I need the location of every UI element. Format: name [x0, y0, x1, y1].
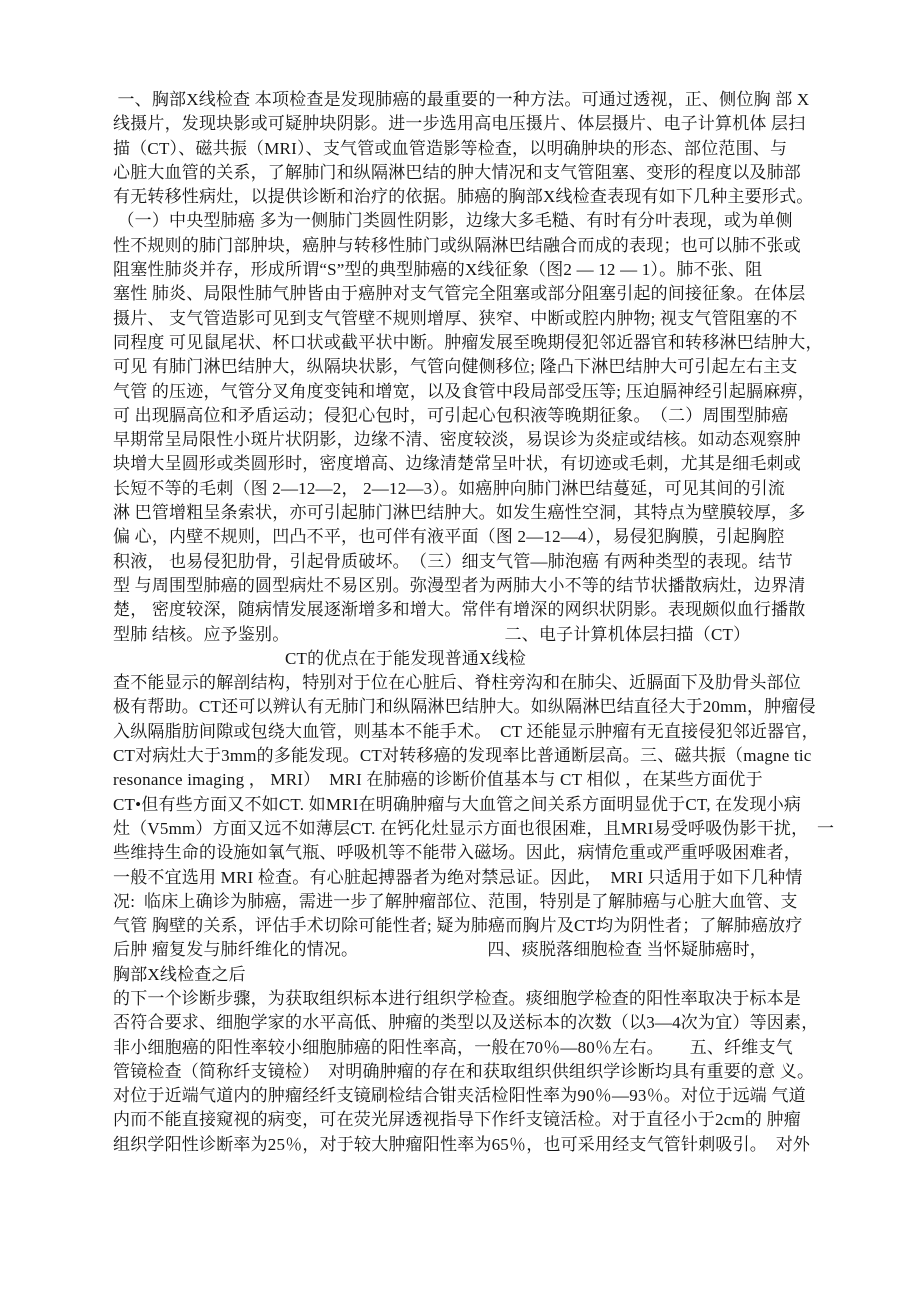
document-text-block	[113, 88, 835, 1157]
text-line: 内而不能直接窥视的病变，可在荧光屏透视指导下作纤支镜活检。对于直径小于2cm的 肿瘤	[113, 1110, 801, 1130]
text-line: 心脏大血管的关系，了解肺门和纵隔淋巴结的肿大情况和支气管阻塞、变形的程度以及肺部	[113, 162, 801, 182]
text-line: 气管 胸壁的关系，评估手术切除可能性者; 疑为肺癌而胸片及CT均为阴性者；了解肺癌放疗	[113, 916, 803, 936]
text-line: 组织学阳性诊断率为25％，对于较大肿瘤阳性率为65％，也可采用经支气管针刺吸引。 对外	[113, 1134, 811, 1154]
text-line: 积液， 也易侵犯肋骨，引起骨质破坏。 （三）细支气管—肺泡癌 有两种类型的表现。结节	[113, 551, 793, 571]
text-line: CT对病灶大于3mm的多能发现。CT对转移癌的发现率比普通断层高。三、磁共振（magne tic	[113, 746, 812, 766]
text-line: 描（CT）、磁共振（MRI）、支气管或血管造影等检查，以明确肿块的形态、部位范围、与	[113, 138, 788, 158]
text-line: 极有帮助。CT还可以辨认有无肺门和纵隔淋巴结肿大。如纵隔淋巴结直径大于20mm，肿瘤侵	[113, 697, 816, 717]
text-line: 摄片、 支气管造影可见到支气管壁不规则增厚、狭窄、中断或腔内肿物; 视支气管阻塞的不	[113, 308, 798, 328]
text-line: 型肺 结核。应予鉴别。 二、电子计算机体层扫描（CT）	[113, 624, 751, 644]
text-line: 入纵隔脂肪间隙或包绕大血管，则基本不能手术。 CT 还能显示肿瘤有无直接侵犯邻近器官，	[113, 721, 819, 741]
text-line: 一般不宜选用 MRI 检查。有心脏起搏器者为绝对禁忌证。因此， MRI 只适用于如下几种情	[113, 867, 803, 887]
text-line: 后肿 瘤复发与肺纤维化的情况。 四、痰脱落细胞检查 当怀疑肺癌时，	[113, 940, 767, 960]
text-line: 一、胸部X线检查 本项检查是发现肺癌的最重要的一种方法。可通过透视，正、侧位胸 部 X	[113, 90, 810, 109]
text-line: 楚， 密度较深，随病情发展逐渐增多和增大。常伴有增深的网织状阴影。表现颇似血行播散	[113, 600, 806, 620]
text-line: 可见 有肺门淋巴结肿大，纵隔块状影，气管向健侧移位; 隆凸下淋巴结肿大可引起左右主支	[113, 357, 798, 377]
text-line: 气管 的压迹，气管分叉角度变钝和增宽，以及食管中段局部受压等; 压迫膈神经引起膈麻痹，	[113, 381, 815, 401]
text-line: 阻塞性肺炎并存，形成所谓“S”型的典型肺癌的X线征象（图2 — 12 — 1）。肺不张、阻	[113, 260, 763, 280]
text-line: 管镜检查（简称纤支镜检） 对明确肿瘤的存在和获取组织供组织学诊断均具有重要的意 义。	[113, 1061, 815, 1081]
text-line: 性不规则的肺门部肿块，癌肿与转移性肺门或纵隔淋巴结融合而成的表现；也可以肺不张或	[113, 235, 801, 255]
text-line: 胸部X线检查之后	[113, 964, 246, 984]
text-line: 有无转移性病灶，以提供诊断和治疗的依据。肺癌的胸部X线检查表现有如下几种主要形式。	[113, 187, 814, 207]
text-line: CT•但有些方面又不如CT. 如MRI在明确肿瘤与大血管之间关系方面明显优于CT, 在发现小病	[113, 794, 802, 814]
text-line: resonance imaging ， MRI） MRI 在肺癌的诊断价值基本与 CT 相似 ，在某些方面优于	[113, 770, 763, 790]
text-line: 否符合要求、细胞学家的水平高低、肿瘤的类型以及送标本的次数（以3—4次为宜）等因素，	[113, 1013, 819, 1033]
text-line: 长短不等的毛刺（图 2—12—2， 2—12—3）。如癌肿向肺门淋巴结蔓延，可见其间的引流	[113, 478, 785, 498]
text-line: CT的优点在于能发现普通X线检	[113, 648, 526, 668]
text-line: 些维持生命的设施如氧气瓶、呼吸机等不能带入磁场。因此，病情危重或严重呼吸困难者，	[113, 843, 801, 863]
text-line: 可 出现膈高位和矛盾运动；侵犯心包时，可引起心包积液等晚期征象。 （二）周围型肺癌	[113, 405, 789, 425]
text-line: 型 与周围型肺癌的圆型病灶不易区别。弥漫型者为两肺大小不等的结节状播散病灶，边界清	[113, 575, 806, 595]
text-line: 线摄片，发现块影或可疑肿块阴影。进一步选用高电压摄片、体层摄片、电子计算机体 层扫	[113, 114, 806, 134]
text-line: 早期常呈局限性小斑片状阴影，边缘不清、密度较淡，易误诊为炎症或结核。如动态观察肿	[113, 430, 801, 450]
text-line: （一）中央型肺癌 多为一侧肺门类圆性阴影，边缘大多毛糙、有时有分叶表现，或为单侧	[113, 211, 793, 231]
text-line: 块增大呈圆形或类圆形时，密度增高、边缘清楚常呈叶状，有切迹或毛刺，尤其是细毛刺或	[113, 454, 801, 474]
text-line: 非小细胞癌的阳性率较小细胞肺癌的阳性率高，一般在70％—80％左右。 五、纤维支气	[113, 1037, 793, 1057]
text-line: 查不能显示的解剖结构，特别对于位在心脏后、脊柱旁沟和在肺尖、近膈面下及肋骨头部位	[113, 673, 801, 693]
text-line: 同程度 可见鼠尾状、杯口状或截平状中断。肿瘤发展至晚期侵犯邻近器官和转移淋巴结肿大，	[113, 332, 823, 352]
text-line: 况: 临床上确诊为肺癌，需进一步了解肿瘤部位、范围，特别是了解肺癌与心脏大血管、支	[113, 891, 798, 911]
text-line: 塞性 肺炎、局限性肺气肿皆由于癌肿对支气管完全阻塞或部分阻塞引起的间接征象。在体层	[113, 284, 806, 304]
text-line: 对位于近端气道内的肿瘤经纤支镜刷检结合钳夹活检阳性率为90％—93％。对位于远端 气道	[113, 1086, 806, 1106]
text-line: 灶（V5mm）方面又远不如薄层CT. 在钙化灶显示方面也很困难，且MRI易受呼吸伪影干扰， 一	[113, 818, 835, 838]
text-line: 淋 巴管增粗呈条索状，亦可引起肺门淋巴结肿大。如发生癌性空洞，其特点为壁膜较厚，多	[113, 503, 806, 523]
text-line: 的下一个诊断步骤，为获取组织标本进行组织学检查。痰细胞学检查的阳性率取决于标本是	[113, 988, 801, 1008]
text-line: 偏 心，内壁不规则，凹凸不平，也可伴有液平面（图 2—12—4），易侵犯胸膜，引起胸腔	[113, 527, 785, 547]
